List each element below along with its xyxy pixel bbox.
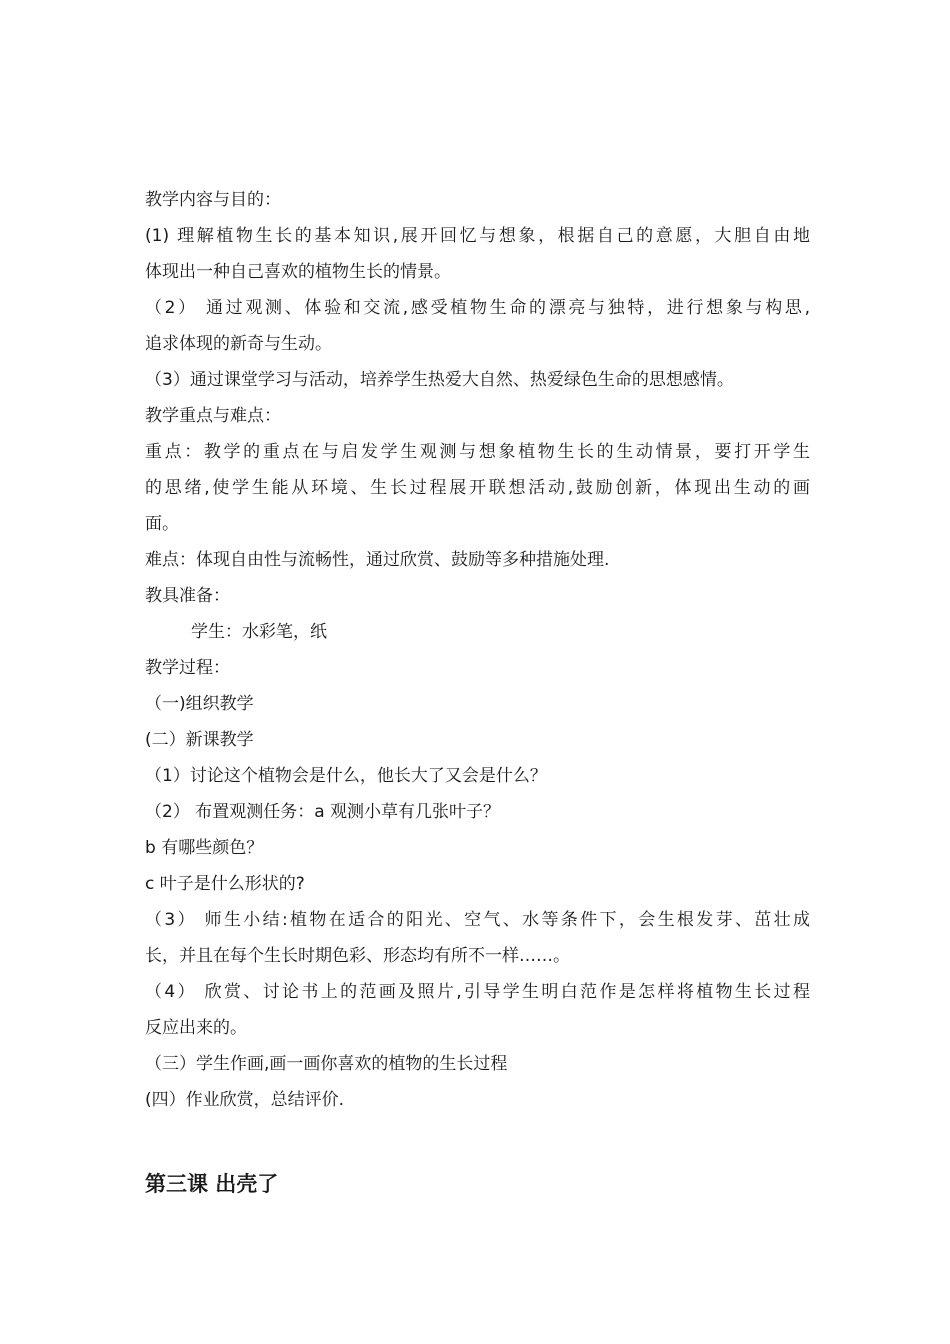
paragraph-line: (二）新课教学 bbox=[145, 730, 254, 750]
section-heading-process: 教学过程： bbox=[145, 658, 230, 678]
paragraph-line: （2） 布置观测任务：a 观测小草有几张叶子？ bbox=[145, 802, 501, 822]
document-body bbox=[145, 182, 810, 1118]
paragraph-line: （1）讨论这个植物会是什么，他长大了又会是什么？ bbox=[145, 766, 547, 786]
section-heading-key-points: 教学重点与难点： bbox=[145, 406, 281, 426]
paragraph-line: b 有哪些颜色？ bbox=[145, 838, 264, 858]
paragraph-line: 长，并且在每个生长时期色彩、形态均有所不一样……。 bbox=[145, 946, 570, 966]
paragraph-line: (1) 理解植物生长的基本知识,展开回忆与想象，根据自己的意愿，大胆自由地 bbox=[145, 226, 810, 246]
paragraph-line: 难点：体现自由性与流畅性，通过欣赏、鼓励等多种措施处理. bbox=[145, 550, 610, 570]
paragraph-line: （3） 师生小结:植物在适合的阳光、空气、水等条件下，会生根发芽、茁壮成 bbox=[145, 910, 810, 930]
paragraph-line: 追求体现的新奇与生动。 bbox=[145, 334, 332, 354]
paragraph-line: （三）学生作画,画一画你喜欢的植物的生长过程 bbox=[145, 1054, 508, 1074]
paragraph-line: （2） 通过观测、体验和交流,感受植物生命的漂亮与独特，进行想象与构思, bbox=[145, 298, 810, 318]
paragraph-line: （4） 欣赏、讨论书上的范画及照片,引导学生明白范作是怎样将植物生长过程 bbox=[145, 982, 810, 1002]
paragraph-line: 反应出来的。 bbox=[145, 1018, 247, 1038]
paragraph-line: 面。 bbox=[145, 514, 179, 534]
paragraph-line: (四）作业欣赏，总结评价. bbox=[145, 1090, 345, 1110]
paragraph-line: c 叶子是什么形状的? bbox=[145, 874, 305, 894]
paragraph-line: （3）通过课堂学习与活动，培养学生热爱大自然、热爱绿色生命的思想感情。 bbox=[145, 370, 734, 390]
paragraph-line: 体现出一种自己喜欢的植物生长的情景。 bbox=[145, 262, 451, 282]
section-heading-materials: 教具准备： bbox=[145, 586, 230, 606]
paragraph-line: 重点：教学的重点在与启发学生观测与想象植物生长的生动情景，要打开学生 bbox=[145, 442, 810, 462]
paragraph-line: 的思绪,使学生能从环境、生长过程展开联想活动,鼓励创新，体现出生动的画 bbox=[145, 478, 810, 498]
paragraph-line: （一)组织教学 bbox=[145, 694, 254, 714]
paragraph-line: 学生：水彩笔，纸 bbox=[191, 622, 327, 642]
lesson-heading: 第三课 出壳了 bbox=[145, 1172, 279, 1196]
section-heading-content-goals: 教学内容与目的： bbox=[145, 190, 281, 210]
